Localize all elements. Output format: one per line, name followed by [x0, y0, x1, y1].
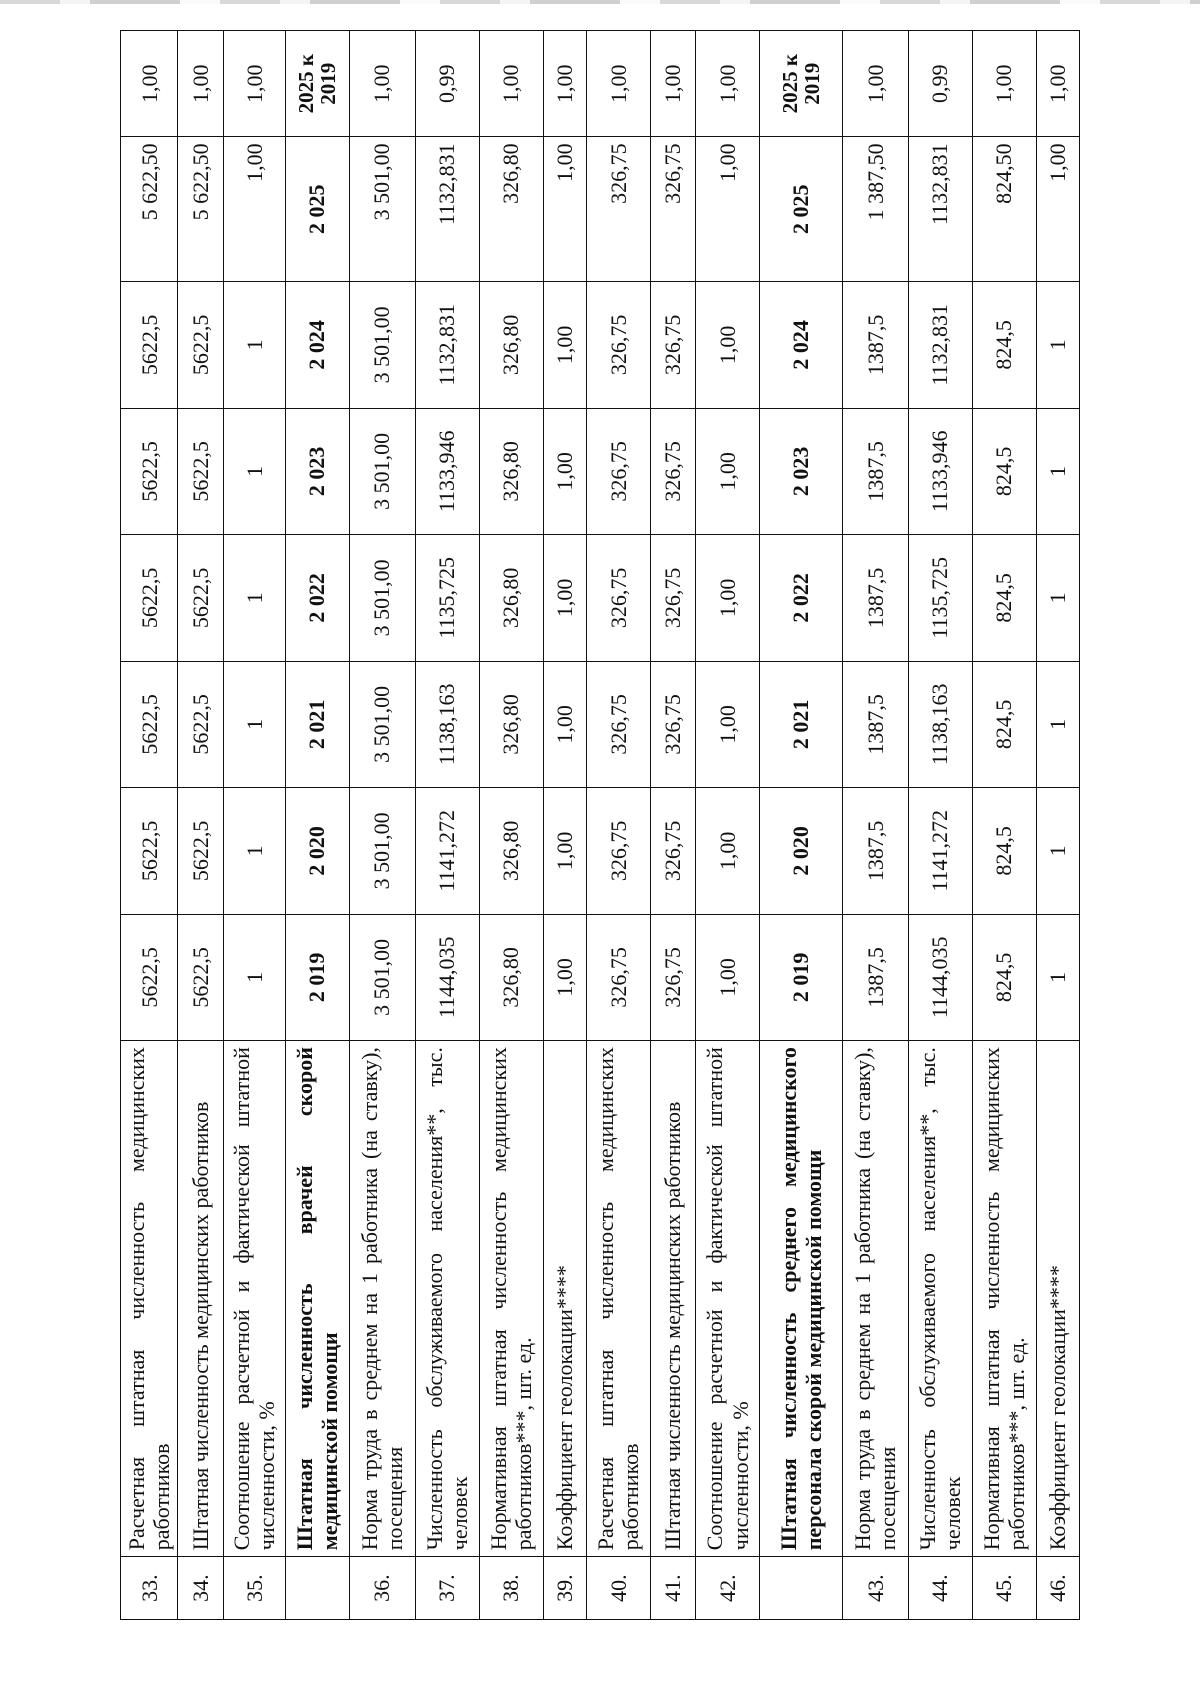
value-cell: 1 [1036, 661, 1079, 788]
row-number [760, 1557, 843, 1620]
value-cell: 1 [223, 535, 285, 662]
value-cell: 326,80 [479, 408, 543, 535]
value-cell: 326,75 [650, 282, 695, 409]
row-label: Численность обслуживаемого населения**, тыс. человек [415, 1041, 479, 1557]
value-cell: 1387,5 [842, 535, 908, 662]
value-cell: 1,00 [178, 31, 223, 137]
value-cell: 5622,5 [121, 282, 178, 409]
value-cell: 3 501,00 [349, 661, 415, 788]
year-header-cell: 2 021 [285, 661, 349, 788]
row-label: Штатная численность медицинских работников [178, 1041, 223, 1557]
value-cell: 326,80 [479, 282, 543, 409]
table-row [178, 31, 223, 1620]
value-cell: 1132,831 [908, 282, 972, 409]
value-cell: 1138,163 [415, 661, 479, 788]
value-cell: 1,00 [349, 31, 415, 137]
row-label: Коэффициент геолокации**** [543, 1041, 586, 1557]
value-cell: 1 [1036, 788, 1079, 915]
value-cell: 1 [1036, 282, 1079, 409]
value-cell: 326,75 [650, 914, 695, 1041]
value-cell: 1,00 [223, 31, 285, 137]
year-header-cell: 2 021 [760, 661, 843, 788]
value-cell: 5622,5 [121, 788, 178, 915]
value-cell: 1,00 [543, 282, 586, 409]
value-cell: 1387,5 [842, 282, 908, 409]
value-cell: 824,5 [972, 408, 1036, 535]
value-cell: 1144,035 [908, 914, 972, 1041]
value-cell: 5622,5 [178, 788, 223, 915]
value-cell: 0,99 [908, 31, 972, 137]
table-row [696, 31, 760, 1620]
value-cell: 824,50 [972, 137, 1036, 282]
value-cell: 1 [1036, 535, 1079, 662]
year-header-cell: 2 024 [760, 282, 843, 409]
value-cell: 326,75 [650, 137, 695, 282]
value-cell: 1138,163 [908, 661, 972, 788]
row-number: 33. [121, 1557, 178, 1620]
value-cell: 326,75 [650, 535, 695, 662]
year-header-cell: 2025 к 2019 [285, 31, 349, 137]
value-cell: 1135,725 [415, 535, 479, 662]
value-cell: 326,75 [586, 137, 650, 282]
year-header-cell: 2 023 [285, 408, 349, 535]
value-cell: 326,75 [586, 788, 650, 915]
value-cell: 5622,5 [178, 535, 223, 662]
year-header-cell: 2 019 [285, 914, 349, 1041]
value-cell: 1,00 [696, 282, 760, 409]
table-row [650, 31, 695, 1620]
value-cell: 1387,5 [842, 408, 908, 535]
row-number: 42. [696, 1557, 760, 1620]
year-header-cell: 2025 к 2019 [760, 31, 843, 137]
value-cell: 3 501,00 [349, 788, 415, 915]
year-header-cell: 2 022 [760, 535, 843, 662]
value-cell: 326,75 [650, 408, 695, 535]
value-cell: 1,00 [696, 408, 760, 535]
value-cell: 326,75 [650, 788, 695, 915]
value-cell: 326,80 [479, 914, 543, 1041]
value-cell: 1,00 [972, 31, 1036, 137]
year-header-cell: 2 025 [285, 137, 349, 282]
table-row [479, 31, 543, 1620]
year-header-cell: 2 024 [285, 282, 349, 409]
row-label: Расчетная штатная численность медицинских работников [121, 1041, 178, 1557]
row-label: Нормативная штатная численность медицинских работников***, шт. ед. [972, 1041, 1036, 1557]
value-cell: 1,00 [842, 31, 908, 137]
value-cell: 1,00 [223, 137, 285, 282]
value-cell: 326,75 [586, 661, 650, 788]
value-cell: 1,00 [121, 31, 178, 137]
year-header-cell: 2 020 [285, 788, 349, 915]
scan-edge-artifact [0, 0, 1200, 4]
value-cell: 5622,5 [178, 661, 223, 788]
value-cell: 3 501,00 [349, 914, 415, 1041]
row-number: 37. [415, 1557, 479, 1620]
value-cell: 5622,5 [121, 661, 178, 788]
value-cell: 1,00 [696, 31, 760, 137]
year-header-cell: 2 019 [760, 914, 843, 1041]
year-header-cell: 2 020 [760, 788, 843, 915]
value-cell: 1,00 [543, 788, 586, 915]
value-cell: 1 [223, 661, 285, 788]
row-number: 38. [479, 1557, 543, 1620]
table-body [121, 31, 1080, 1620]
value-cell: 1135,725 [908, 535, 972, 662]
value-cell: 1 [1036, 408, 1079, 535]
value-cell: 824,5 [972, 914, 1036, 1041]
value-cell: 1 [223, 408, 285, 535]
table-row [223, 31, 285, 1620]
value-cell: 0,99 [415, 31, 479, 137]
value-cell: 1387,5 [842, 788, 908, 915]
table-row [121, 31, 178, 1620]
row-number: 36. [349, 1557, 415, 1620]
row-label: Штатная численность врачей скорой медицинской помощи [285, 1041, 349, 1557]
staffing-table [120, 30, 1080, 1620]
value-cell: 824,5 [972, 788, 1036, 915]
row-number: 39. [543, 1557, 586, 1620]
value-cell: 326,75 [586, 282, 650, 409]
row-label: Нормативная штатная численность медицинских работников***, шт. ед. [479, 1041, 543, 1557]
row-label: Норма труда в среднем на 1 работника (на ставку), посещения [842, 1041, 908, 1557]
value-cell: 824,5 [972, 282, 1036, 409]
section-header-row [285, 31, 349, 1620]
value-cell: 326,80 [479, 137, 543, 282]
value-cell: 1132,831 [908, 137, 972, 282]
row-label: Численность обслуживаемого населения**, тыс. человек [908, 1041, 972, 1557]
value-cell: 1 [223, 914, 285, 1041]
value-cell: 1 [223, 282, 285, 409]
value-cell: 1,00 [696, 788, 760, 915]
value-cell: 1,00 [696, 535, 760, 662]
value-cell: 5622,5 [178, 282, 223, 409]
value-cell: 326,80 [479, 661, 543, 788]
value-cell: 1,00 [650, 31, 695, 137]
value-cell: 1,00 [696, 137, 760, 282]
section-header-row [760, 31, 843, 1620]
row-label: Норма труда в среднем на 1 работника (на ставку), посещения [349, 1041, 415, 1557]
table-row [842, 31, 908, 1620]
value-cell: 1,00 [543, 535, 586, 662]
value-cell: 1,00 [1036, 137, 1079, 282]
value-cell: 1144,035 [415, 914, 479, 1041]
row-number: 40. [586, 1557, 650, 1620]
value-cell: 824,5 [972, 661, 1036, 788]
table-row [586, 31, 650, 1620]
value-cell: 1,00 [543, 661, 586, 788]
value-cell: 326,75 [586, 535, 650, 662]
value-cell: 1133,946 [415, 408, 479, 535]
value-cell: 3 501,00 [349, 282, 415, 409]
value-cell: 5622,5 [121, 408, 178, 535]
value-cell: 5622,5 [178, 914, 223, 1041]
table-row [1036, 31, 1079, 1620]
value-cell: 824,5 [972, 535, 1036, 662]
value-cell: 3 501,00 [349, 408, 415, 535]
row-number [285, 1557, 349, 1620]
value-cell: 326,80 [479, 535, 543, 662]
value-cell: 1 [223, 788, 285, 915]
row-label: Расчетная штатная численность медицинских работников [586, 1041, 650, 1557]
row-number: 34. [178, 1557, 223, 1620]
value-cell: 1,00 [479, 31, 543, 137]
row-number: 35. [223, 1557, 285, 1620]
value-cell: 1,00 [543, 137, 586, 282]
table-row [972, 31, 1036, 1620]
value-cell: 5622,5 [121, 914, 178, 1041]
value-cell: 3 501,00 [349, 137, 415, 282]
value-cell: 1 [1036, 914, 1079, 1041]
value-cell: 1132,831 [415, 137, 479, 282]
year-header-cell: 2 025 [760, 137, 843, 282]
value-cell: 326,80 [479, 788, 543, 915]
value-cell: 1141,272 [908, 788, 972, 915]
value-cell: 1,00 [696, 914, 760, 1041]
value-cell: 1133,946 [908, 408, 972, 535]
row-number: 45. [972, 1557, 1036, 1620]
value-cell: 1,00 [586, 31, 650, 137]
row-number: 41. [650, 1557, 695, 1620]
row-number: 44. [908, 1557, 972, 1620]
year-header-cell: 2 022 [285, 535, 349, 662]
value-cell: 1141,272 [415, 788, 479, 915]
row-number: 46. [1036, 1557, 1079, 1620]
value-cell: 1132,831 [415, 282, 479, 409]
value-cell: 1,00 [1036, 31, 1079, 137]
row-label: Соотношение расчетной и фактической штатной численности, % [696, 1041, 760, 1557]
table-row [908, 31, 972, 1620]
value-cell: 1,00 [543, 914, 586, 1041]
value-cell: 1,00 [543, 31, 586, 137]
row-label: Штатная численность медицинских работников [650, 1041, 695, 1557]
value-cell: 5622,5 [121, 535, 178, 662]
row-label: Коэффициент геолокации**** [1036, 1041, 1079, 1557]
value-cell: 1387,5 [842, 661, 908, 788]
table-row [415, 31, 479, 1620]
table-row [349, 31, 415, 1620]
value-cell: 1,00 [543, 408, 586, 535]
value-cell: 1387,5 [842, 914, 908, 1041]
value-cell: 5622,5 [178, 408, 223, 535]
value-cell: 5 622,50 [178, 137, 223, 282]
year-header-cell: 2 023 [760, 408, 843, 535]
value-cell: 326,75 [650, 661, 695, 788]
table-row [543, 31, 586, 1620]
value-cell: 326,75 [586, 914, 650, 1041]
value-cell: 1,00 [696, 661, 760, 788]
row-number: 43. [842, 1557, 908, 1620]
value-cell: 1 387,50 [842, 137, 908, 282]
value-cell: 5 622,50 [121, 137, 178, 282]
value-cell: 3 501,00 [349, 535, 415, 662]
rotated-page [120, 30, 1080, 1620]
row-label: Штатная численность среднего медицинского персонала скорой медицинской помощи [760, 1041, 843, 1557]
value-cell: 326,75 [586, 408, 650, 535]
row-label: Соотношение расчетной и фактической штатной численности, % [223, 1041, 285, 1557]
